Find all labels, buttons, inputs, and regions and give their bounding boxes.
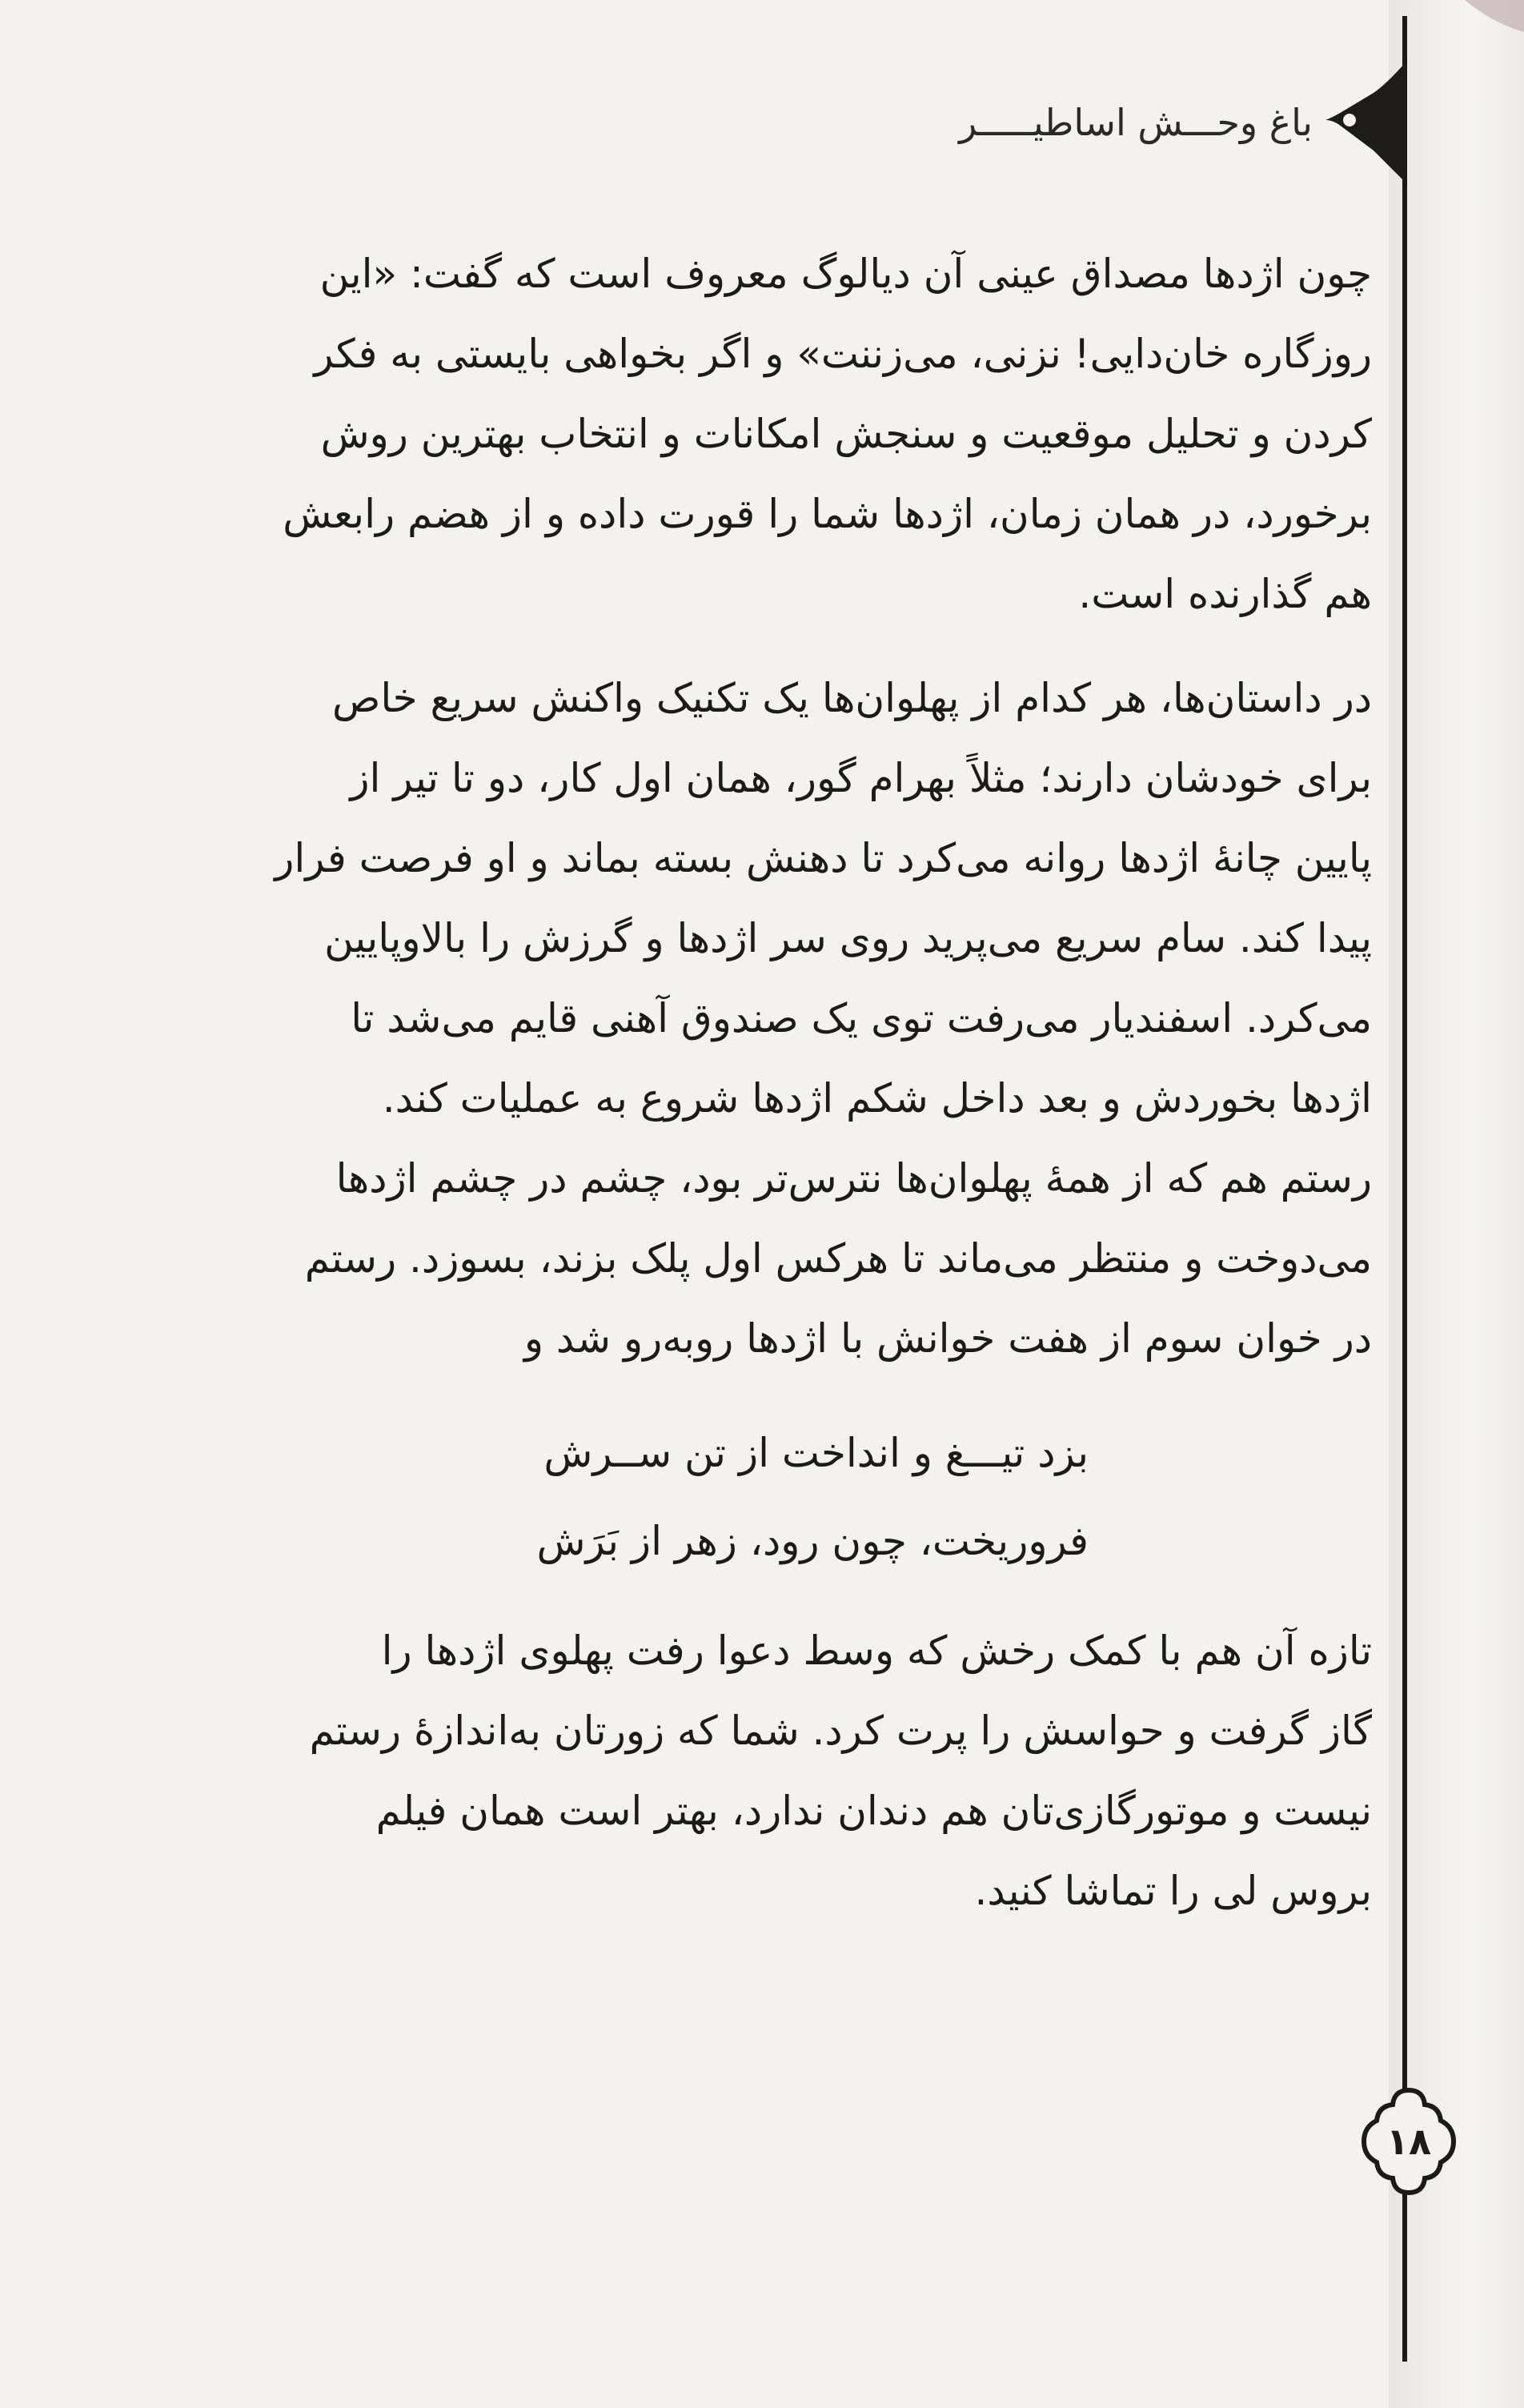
verse-line: فروریخت، چون رود، زهر از بَرَش bbox=[536, 1518, 1089, 1564]
text-line: اژدها بخوردش و بعد داخل شکم اژدها شروع به عملیات کند. bbox=[382, 1075, 1372, 1122]
text-line: بروس لی را تماشا کنید. bbox=[974, 1868, 1372, 1914]
text-line: پیدا کند. سام سریع می‌پرید روی سر اژدها و گرزش را بالاوپایین bbox=[324, 915, 1372, 961]
text-line: گاز گرفت و حواسش را پرت کرد. شما که زورتان به‌اندازهٔ رستم bbox=[309, 1708, 1372, 1754]
text-line: تازه آن هم با کمک رخش که وسط دعوا رفت پهلوی اژدها را bbox=[381, 1627, 1372, 1674]
text-line: پایین چانهٔ اژدها روانه می‌کرد تا دهنش بسته بماند و او فرصت فرار bbox=[275, 835, 1372, 881]
verse-line: بزد تیـــغ و انداخت از تن ســرش bbox=[543, 1430, 1089, 1476]
text-line: در داستان‌ها، هر کدام از پهلوان‌ها یک تکنیک واکنش سریع خاص bbox=[331, 675, 1372, 721]
text-line: برخورد، در همان زمان، اژدها شما را قورت داده و از هضم رابعش bbox=[283, 491, 1372, 537]
text-line: روزگاره خان‌دایی! نزنی، می‌زننت» و اگر بخواهی بایستی به فکر bbox=[314, 331, 1372, 377]
verse-block bbox=[400, 1409, 1089, 1585]
text-line: رستم هم که از همهٔ پهلوان‌ها نترس‌تر بود، چشم در چشم اژدها bbox=[335, 1155, 1372, 1202]
text-line: برای خودشان دارند؛ مثلاً بهرام گور، همان اول کار، دو تا تیر از bbox=[350, 755, 1372, 801]
vertical-rule bbox=[1402, 16, 1407, 2362]
text-line: نیست و موتورگازی‌تان هم دندان ندارد، بهتر است همان فیلم bbox=[375, 1788, 1372, 1834]
text-line: چون اژدها مصداق عینی آن دیالوگ معروف است که گفت: «این bbox=[319, 251, 1372, 297]
text-line: می‌کرد. اسفندیار می‌رفت توی یک صندوق آهنی قایم می‌شد تا bbox=[351, 995, 1372, 1041]
running-head-title: باغ وحـــش اساطیـــــر bbox=[959, 101, 1313, 144]
text-line: می‌دوخت و منتظر می‌ماند تا هرکس اول پلک بزند، بسوزد. رستم bbox=[304, 1235, 1372, 1282]
text-line: کردن و تحلیل موقعیت و سنجش امکانات و انتخاب بهترین روش bbox=[320, 411, 1372, 457]
header-ornament-icon bbox=[1325, 62, 1406, 183]
paragraph-1 bbox=[118, 234, 1372, 634]
page-margin bbox=[1389, 0, 1524, 2408]
paragraph-3 bbox=[118, 1611, 1372, 1931]
text-line: هم گذارنده است. bbox=[1078, 571, 1372, 617]
page-corner-shadow bbox=[1465, 0, 1524, 48]
page-number: ۱۸ bbox=[1386, 2120, 1432, 2163]
paragraph-2 bbox=[118, 658, 1372, 1379]
text-line: در خوان سوم از هفت خوانش با اژدها روبه‌رو شد و bbox=[523, 1315, 1372, 1362]
